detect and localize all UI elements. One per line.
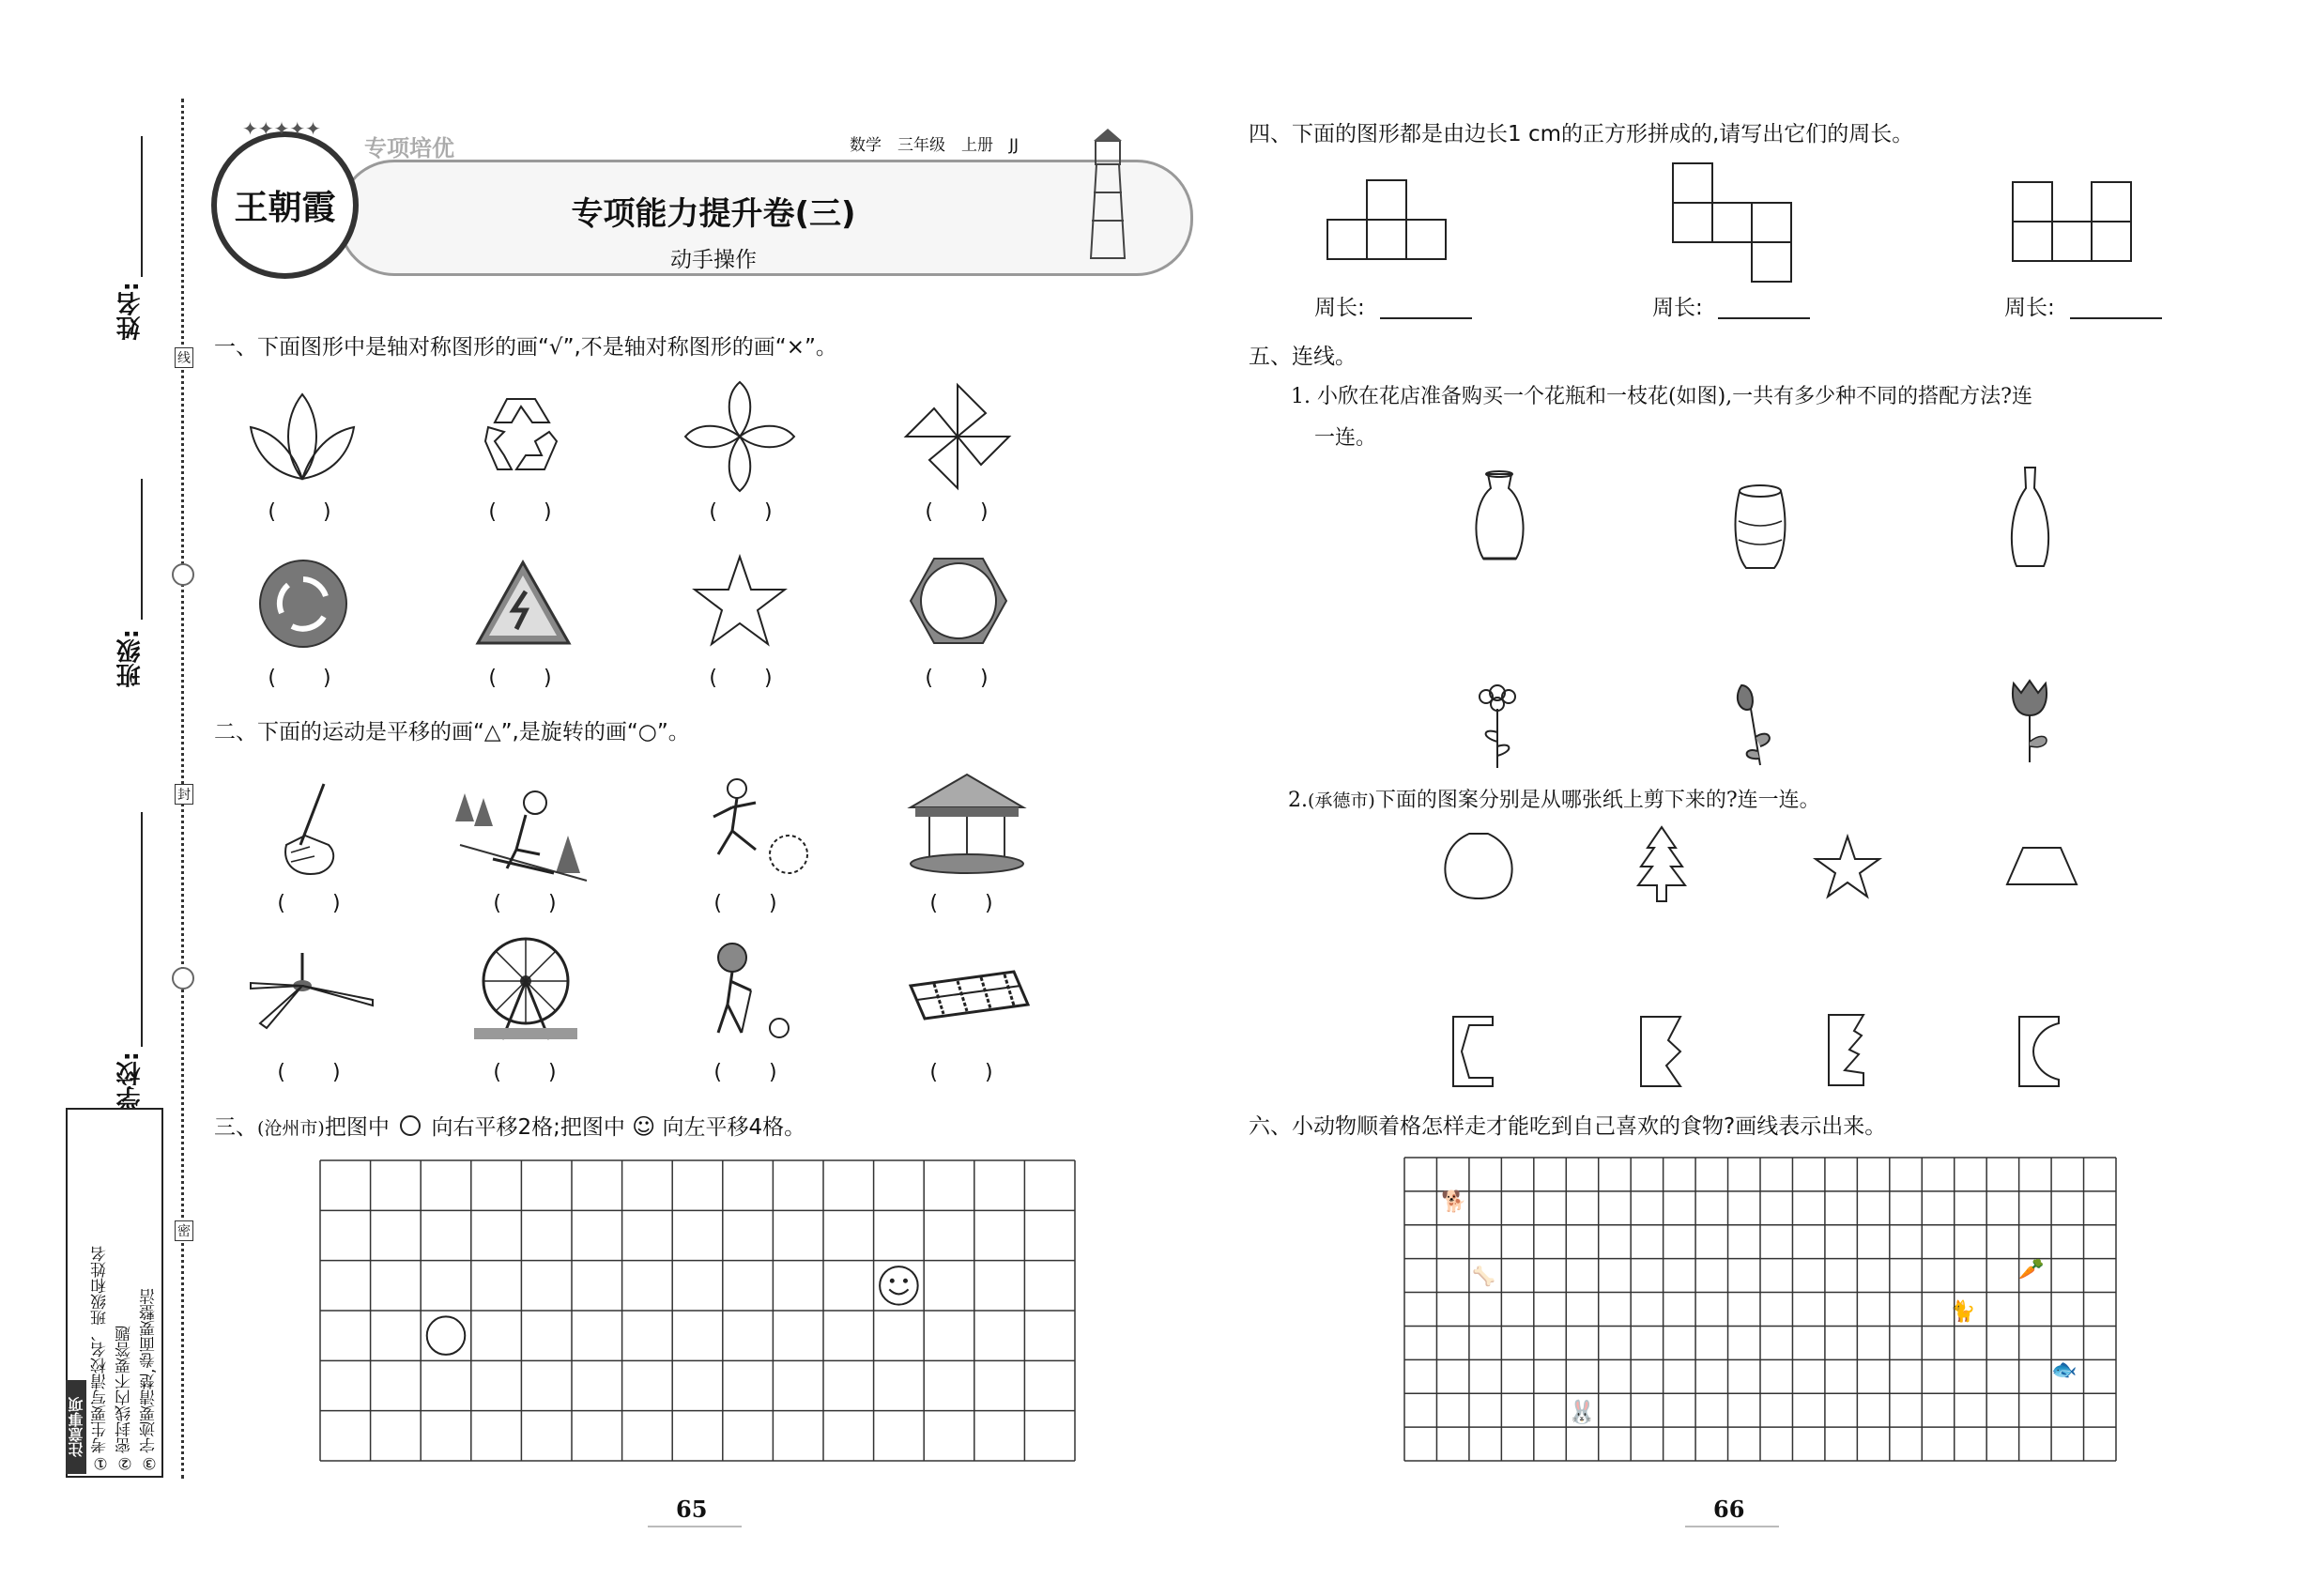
flower-2-icon: [1727, 676, 1779, 770]
perimeter-label-1: 周长:: [1314, 296, 1365, 320]
q2-answer-blank[interactable]: ( ): [713, 892, 779, 915]
cut-mark-feng: 封: [175, 784, 193, 805]
q5-part1-line2: 一连。: [1314, 426, 1377, 450]
q5-part2-text: 下面的图案分别是从哪张纸上剪下来的?连一连。: [1374, 789, 1820, 812]
roundabout-sign-icon: [258, 559, 348, 649]
notice-item-2: ②密封线内不要答题: [115, 1326, 134, 1472]
page-number-right: 66: [1713, 1496, 1745, 1523]
perimeter-answer-1[interactable]: [1380, 317, 1472, 319]
translation-grid[interactable]: [319, 1159, 1076, 1462]
square-figure-2: [1671, 161, 1798, 285]
cutout-trapezoid-icon: [2004, 845, 2079, 887]
animal-path-grid[interactable]: [1403, 1157, 2117, 1462]
cut-mark-mi: 密: [175, 1220, 193, 1241]
rabbit-icon: 🐰: [1568, 1399, 1596, 1425]
radish-icon: 🥕: [2018, 1258, 2045, 1281]
q1-answer-blank[interactable]: ( ): [709, 667, 774, 690]
notice-item-1: ①考生要写清校名、班级和姓名: [91, 1246, 110, 1472]
seal-ornament: [172, 563, 194, 586]
name-field-line[interactable]: [141, 136, 143, 277]
q2-answer-blank[interactable]: ( ): [277, 892, 343, 915]
star-icon: [693, 554, 787, 648]
perimeter-label-2: 周长:: [1652, 296, 1703, 320]
vacuuming-girl-icon: [695, 939, 798, 1042]
header-meta: 数学 三年级 上册 JJ: [850, 136, 1020, 155]
q2-answer-blank[interactable]: ( ): [493, 1061, 559, 1084]
header-tag: 专项培优: [364, 135, 454, 161]
logo-text: 王朝霞: [234, 188, 336, 227]
carousel-icon: [906, 770, 1028, 878]
smiley-icon: ☺: [632, 1113, 656, 1140]
header-title: 专项能力提升卷(三): [571, 195, 856, 233]
class-field-line[interactable]: [141, 479, 143, 620]
warning-sign-icon: [474, 559, 573, 648]
q5-part1-line1: 1. 小欣在花店准备购买一个花瓶和一枝花(如图),一共有多少种不同的搭配方法?连: [1291, 385, 2032, 408]
cut-mark-xian: 线: [175, 347, 193, 368]
ceiling-fan-icon: [246, 953, 377, 1033]
grid-smiley-shape: [880, 1266, 918, 1305]
kicking-ball-icon: [690, 775, 812, 882]
q1-answer-blank[interactable]: ( ): [268, 667, 333, 690]
cutout-pot-icon: [1441, 831, 1516, 901]
grid-circle-shape: [427, 1316, 466, 1355]
q5-part2-num: 2.: [1288, 789, 1308, 812]
q5-part2: [1288, 787, 1820, 815]
cutout-star-icon: [1814, 834, 1881, 899]
header-subtitle: 动手操作: [670, 248, 757, 272]
hexagon-icon: [909, 556, 1008, 646]
perimeter-label-3: 周长:: [2004, 296, 2055, 320]
q3-text-b: 向右平移2格;把图中: [431, 1115, 625, 1140]
skier-icon: [460, 779, 587, 882]
page-number-left: 65: [676, 1496, 708, 1523]
lotus-icon: [246, 390, 359, 483]
q1-answer-blank[interactable]: ( ): [268, 500, 333, 524]
notice-item-3: ③字迹要清楚,卷面要整洁: [140, 1288, 159, 1472]
q2-answer-blank[interactable]: ( ): [277, 1061, 343, 1084]
q3-prefix: 三、: [214, 1115, 257, 1140]
brand-logo: [211, 131, 359, 279]
school-field-line[interactable]: [141, 812, 143, 1047]
page-ornament-right: [1685, 1526, 1779, 1527]
q2-answer-blank[interactable]: ( ): [929, 892, 995, 915]
circle-icon: [400, 1115, 421, 1136]
fish-icon: 🐟: [2051, 1358, 2078, 1382]
seal-ornament: [172, 967, 194, 990]
logo-crown-icon: ✦✦✦✦✦: [242, 117, 321, 140]
perimeter-answer-2[interactable]: [1718, 317, 1810, 319]
paper-circle-notch-icon: [2016, 1014, 2063, 1089]
tulip-icon: [2004, 676, 2056, 765]
q1-answer-blank[interactable]: ( ): [709, 500, 774, 524]
q1-text: 一、下面图形中是轴对称图形的画“√”,不是轴对称图形的画“×”。: [214, 335, 837, 360]
q1-answer-blank[interactable]: ( ): [925, 667, 990, 690]
paper-star-notch-icon: [1638, 1014, 1685, 1089]
perimeter-answer-3[interactable]: [2070, 317, 2162, 319]
dog-icon: 🐕: [1441, 1190, 1467, 1214]
bone-icon: 🦴: [1472, 1265, 1495, 1287]
school-label: 学校:: [116, 1051, 145, 1111]
q1-answer-blank[interactable]: ( ): [925, 500, 990, 524]
paper-tree-notch-icon: [1826, 1012, 1873, 1089]
q5-part2-place: (承德市): [1308, 790, 1375, 811]
paper-curve-notch-icon: [1450, 1014, 1497, 1089]
q3-text: [214, 1113, 805, 1143]
syringe-hand-icon: [268, 779, 352, 882]
vase-2-icon: [1727, 483, 1793, 573]
cat-icon: 🐈: [1950, 1300, 1976, 1324]
q1-answer-blank[interactable]: ( ): [488, 500, 554, 524]
name-label: 姓名:: [116, 282, 145, 341]
flower-1-icon: [1469, 676, 1526, 770]
pinwheel-icon: [901, 380, 1014, 493]
notice-title: 注意事项: [66, 1380, 86, 1474]
abacus-icon: [906, 967, 1033, 1023]
vase-1-icon: [1469, 469, 1530, 573]
q2-answer-blank[interactable]: ( ): [713, 1061, 779, 1084]
four-petal-icon: [683, 380, 796, 493]
q3-place: (沧州市): [257, 1118, 325, 1139]
q6-text: 六、小动物顺着格怎样走才能吃到自己喜欢的食物?画线表示出来。: [1249, 1114, 1887, 1139]
recycle-icon: [474, 390, 568, 483]
q5-text: 五、连线。: [1249, 345, 1357, 369]
class-label: 班级:: [116, 629, 145, 688]
q2-answer-blank[interactable]: ( ): [929, 1061, 995, 1084]
q2-answer-blank[interactable]: ( ): [493, 892, 559, 915]
q4-text: 四、下面的图形都是由边长1 cm的正方形拼成的,请写出它们的周长。: [1249, 122, 1914, 146]
lighthouse-icon: [1080, 127, 1136, 263]
vase-3-icon: [2004, 465, 2056, 573]
q1-answer-blank[interactable]: ( ): [488, 667, 554, 690]
square-figure-1: [1326, 178, 1449, 263]
q2-text: 二、下面的运动是平移的画“△”,是旋转的画“○”。: [214, 720, 690, 744]
q3-text-a: 把图中: [324, 1115, 390, 1140]
page-ornament-left: [648, 1526, 742, 1527]
ferris-wheel-icon: [474, 934, 577, 1042]
cutout-tree-icon: [1633, 824, 1690, 904]
square-figure-3: [2011, 180, 2135, 265]
q3-text-c: 向左平移4格。: [662, 1115, 806, 1140]
